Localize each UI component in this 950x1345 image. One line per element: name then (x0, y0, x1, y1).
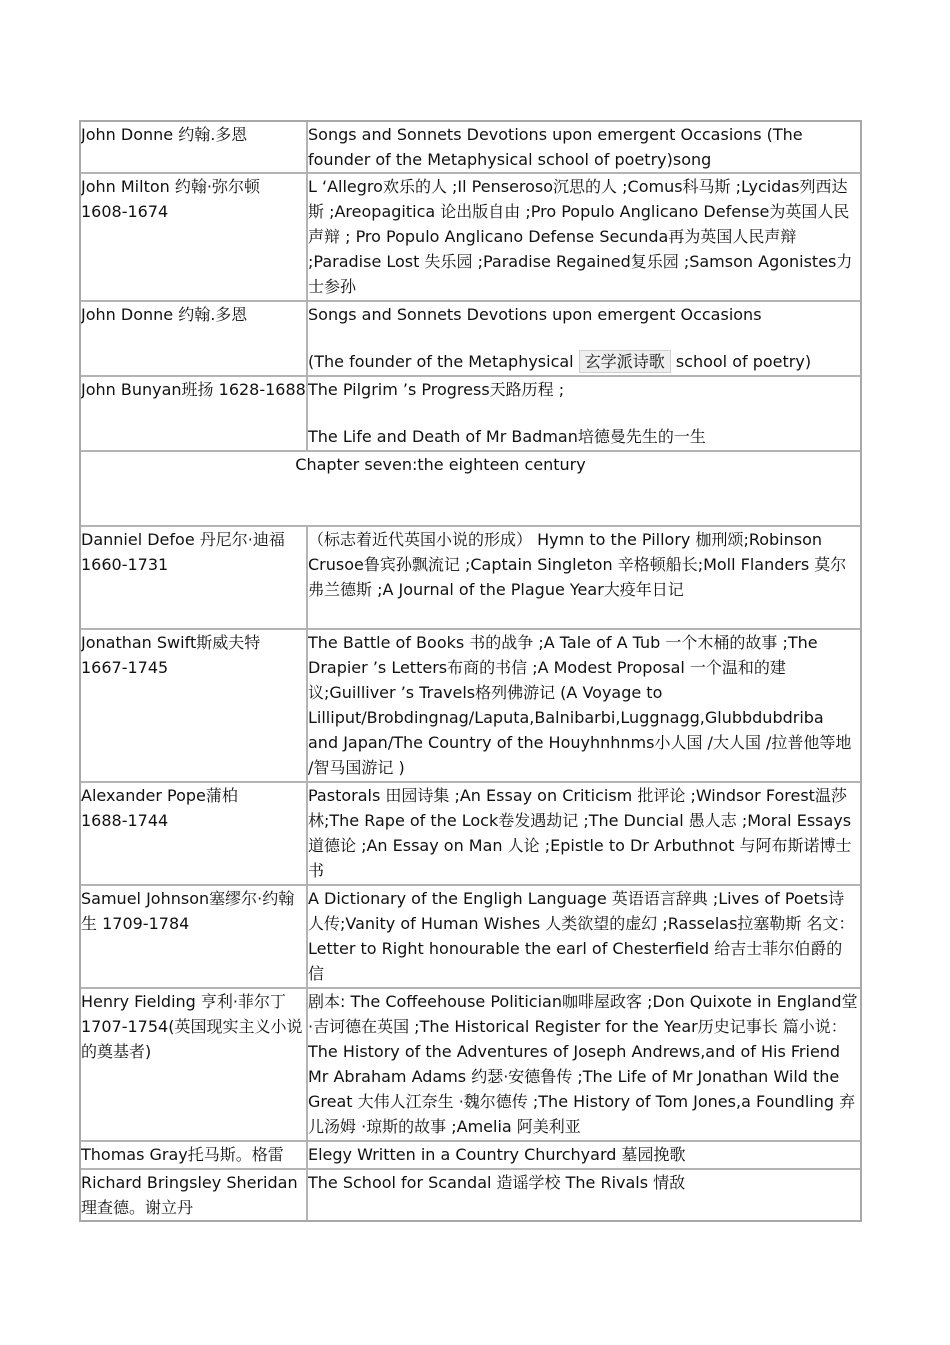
author-cell: Richard Bringsley Sheridan 理查德。谢立丹 (81, 1170, 308, 1220)
works-cell (308, 302, 860, 375)
works-cell: 剧本: The Coffeehouse Politician咖啡屋政客 ;Don Quixote in England堂·吉诃德在英国 ;The Historical Register for the Year历史记事长 篇小说： The History of the Adventures of Joseph Andrews,and of His Friend Mr Abraham Adams 约瑟·安德鲁传 ;The Life of Mr Jonathan Wild the Great 大伟人江奈生 ·魏尔德传 ;The History of Tom Jones,a Foundling 弃儿汤姆 ·琼斯的故事 ;Amelia 阿美利亚 (308, 992, 858, 1136)
table-row (81, 527, 860, 630)
table-row (81, 302, 860, 377)
works-line: Songs and Sonnets Devotions upon emergent Occasions (308, 305, 762, 324)
works-cell: L ‘Allegro欢乐的人 ;Il Penseroso沉思的人 ;Comus科马斯 ;Lycidas列西达斯 ;Areopagitica 论出版自由 ;Pro Populo Anglicano Defense为英国人民声辩 ; Pro Populo Anglicano Defense Secunda再为英国人民声辩 ;Paradise Lost 失乐园 ;Paradise Regained复乐园 ;Samson Agonistes力士参孙 (308, 177, 853, 296)
author-cell: Henry Fielding 亨利·菲尔丁 1707-1754(英国现实主义小说的奠基者) (81, 989, 308, 1140)
table-row (81, 174, 860, 302)
works-line: The Pilgrim ’s Progress天路历程 ; (308, 380, 565, 399)
works-text: (The founder of the Metaphysical (308, 352, 574, 371)
works-cell: Songs and Sonnets Devotions upon emergent Occasions (The founder of the Metaphysical school of poetry)song (308, 125, 803, 169)
works-cell: Elegy Written in a Country Churchyard 墓园挽歌 (308, 1145, 686, 1164)
chapter-heading: Chapter seven:the eighteen century (295, 455, 586, 474)
table-row (81, 630, 860, 783)
table-row (81, 886, 860, 989)
author-cell: John Donne 约翰.多恩 (81, 122, 308, 172)
author-cell: Alexander Pope蒲柏 1688-1744 (81, 783, 308, 884)
table-row (81, 1142, 860, 1170)
chapter-row (81, 452, 860, 527)
author-cell: John Donne 约翰.多恩 (81, 302, 308, 375)
works-cell: The School for Scandal 造谣学校 The Rivals 情敌 (308, 1173, 686, 1192)
works-line (308, 349, 858, 374)
works-cell: Pastorals 田园诗集 ;An Essay on Criticism 批评论 ;Windsor Forest温莎林;The Rape of the Lock卷发遇劫记 ;The Duncial 愚人志 ;Moral Essays道德论 ;An Essay on Man 人论 ;Epistle to Dr Arbuthnot 与阿布斯诺博士书 (308, 786, 852, 880)
author-cell: John Milton 约翰·弥尔顿 1608-1674 (81, 174, 308, 300)
table-row (81, 1170, 860, 1220)
author-cell: Danniel Defoe 丹尼尔·迪福 1660-1731 (81, 527, 308, 628)
table-row (81, 377, 860, 452)
works-cell (308, 377, 860, 450)
author-cell: John Bunyan班扬 1628-1688 (81, 377, 308, 450)
works-line: The Life and Death of Mr Badman培德曼先生的一生 (308, 427, 706, 446)
highlighted-term: 玄学派诗歌 (579, 350, 671, 373)
table-row (81, 122, 860, 174)
author-cell: Samuel Johnson塞缪尔·约翰生 1709-1784 (81, 886, 308, 987)
table-row (81, 783, 860, 886)
table-row (81, 989, 860, 1142)
author-cell: Thomas Gray托马斯。格雷 (81, 1142, 308, 1168)
works-text: school of poetry) (675, 352, 812, 371)
works-cell: A Dictionary of the Engligh Language 英语语言辞典 ;Lives of Poets诗人传;Vanity of Human Wishes 人类欲望的虚幻 ;Rasselas拉塞勒斯 名文： Letter to Right honourable the earl of Chesterfield 给吉士菲尔伯爵的信 (308, 889, 855, 983)
literature-table (79, 120, 862, 1222)
works-cell: The Battle of Books 书的战争 ;A Tale of A Tub 一个木桶的故事 ;The Drapier ’s Letters布商的书信 ;A Modest Proposal 一个温和的建议;Guilliver ’s Travels格列佛游记 (A Voyage to Lilliput/Brobdingnag/Laputa,Balnibarbi,Luggnagg,Glubbdubdriba and Japan/The Country of the Houyhnhnms小人国 /大人国 /拉普他等地 /智马国游记 ) (308, 633, 852, 777)
works-cell: （标志着近代英国小说的形成） Hymn to the Pillory 枷刑颂;Robinson Crusoe鲁宾孙飘流记 ;Captain Singleton 辛格顿船长;Moll Flanders 莫尔弗兰德斯 ;A Journal of the Plague Year大疫年日记 (308, 530, 847, 599)
author-cell: Jonathan Swift斯威夫特 1667-1745 (81, 630, 308, 781)
